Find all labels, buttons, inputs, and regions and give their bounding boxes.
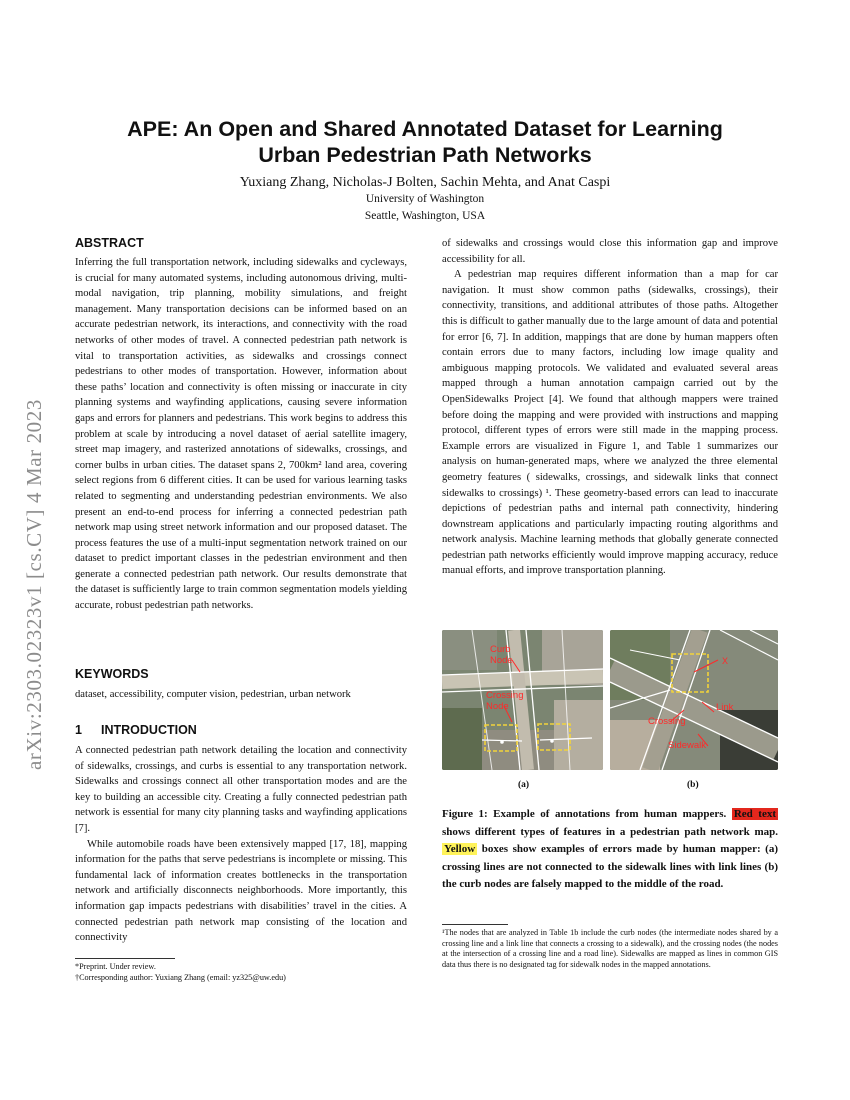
- label-x: X: [722, 656, 729, 666]
- caption-end: boxes show examples of errors made by human mapper: (a) crossing lines are not connected to the sidewalk lines with link lines (b) the curb nodes are falsely mapped to the middle of the road.: [442, 843, 778, 890]
- intro-left: [75, 743, 407, 946]
- label-curb-node: Curb Node: [490, 644, 513, 666]
- intro-right: [442, 236, 778, 579]
- intro-title: INTRODUCTION: [101, 723, 197, 737]
- paper-title: [60, 116, 790, 168]
- intro-heading: [75, 723, 197, 737]
- intro-p1: A connected pedestrian path network detailing the location and connectivity of sidewalks, crossings, and curbs is essential to any transportation network. Sidewalks and crossings connect all other transportation modes and are the key to building an accessible city. Creating a fully connected pedestrian path network is essential for many city planning tasks and wayfinding applications [7].: [75, 745, 407, 834]
- title-line-1: APE: An Open and Shared Annotated Dataset for Learning: [127, 117, 723, 141]
- keywords-heading: KEYWORDS: [75, 667, 149, 681]
- preprint-note: *Preprint. Under review.: [75, 962, 156, 971]
- label-crossing-node: Crossing Node: [486, 690, 524, 712]
- label-sidewalk: Sidewalk: [668, 740, 707, 751]
- caption-mid: shows different types of features in a pedestrian path network map.: [442, 825, 778, 838]
- authors: Yuxiang Zhang, Nicholas-J Bolten, Sachin Mehta, and Anat Caspi: [239, 175, 611, 190]
- footnote-right: [442, 928, 778, 970]
- caption-red-text: Red text: [733, 808, 777, 820]
- intro-number: 1: [75, 723, 82, 737]
- footnote-rule-right: [442, 924, 508, 925]
- corresponding-note: †Corresponding author: Yuxiang Zhang (email: yz325@uw.edu): [75, 972, 286, 982]
- arxiv-stamp: arXiv:2303.02323v1 [cs.CV] 4 Mar 2023: [22, 399, 46, 770]
- affiliation: University of Washington: [365, 193, 485, 205]
- subfig-a-label: (a): [518, 780, 530, 790]
- footnote-left: [75, 962, 407, 983]
- title-line-2: Urban Pedestrian Path Networks: [258, 143, 592, 167]
- intro-p3: A pedestrian map requires different information than a map for car navigation. It must show common paths (sidewalks, crossings), their connectivity, transitions, and additional attributes of those paths. Altogether this is difficult to gather manually due to the large amount of data and potential for error [6, 7]. In addition, mappings that are done by human mappers often contain errors due to many factors, including low image quality and ambiguous mapping protocols. We validated and evaluated several areas mapped through a human annotation campaign carried out by the OpenSidewalks Project [4]. We found that although mappers were trained before doing the mapping and were provided with instructions and mapping protocol, different types of errors were still made in the mapping process. Example errors are visualized in Figure 1, and Table 1 summarizes our analysis on human-generated maps, where we analyzed the three elemental geometry features ( sidewalks, crossings, and sidewalk links that connect sidewalks to crossings) ¹. These geometry-based errors can lead to inaccurate depictions of pedestrian paths and internal path connectivity, hindering downstream applications and particularly impacting routing algorithms and network analysis. Machine learning methods that globally generate connected pedestrian path networks efficiently would improve mapping accuracy, reduce manual efforts, and improve transportation planning.: [442, 269, 778, 577]
- caption-prefix: Figure 1: Example of annotations from human mappers.: [442, 808, 727, 820]
- keywords-body: [75, 687, 407, 703]
- footnote-rule-left: [75, 958, 175, 959]
- keywords-text: dataset, accessibility, computer vision, pedestrian, urban network: [75, 689, 351, 700]
- intro-p2: While automobile roads have been extensively mapped [17, 18], mapping information for the paths that serve pedestrians is incomplete or missing. This fundamental lack of information creates bottlenecks in the transportation network and artificially disconnects neighborhoods. More importantly, this information gap impacts pedestrians with disabilities’ travel in the cities. A connected pedestrian path network map consisting of the location and connectivity: [75, 838, 407, 944]
- figure-1b-image: [610, 630, 778, 770]
- abstract-heading: ABSTRACT: [75, 236, 144, 250]
- abstract-text: Inferring the full transportation network, including sidewalks and cycleways, is crucial for many automated systems, including autonomous driving, multi-modal navigation, trip planning, mobility simulations, and freight management. Many transportation decisions can be informed based on an accurate pedestrian network, its interactions, and connectivity with the road networks of other modes of travel. A connected pedestrian path network is vital to transportation activities, as sidewalks and crossings connect pedestrians to other modes of transportation. However, information about these paths’ location and connectivity is often missing or inaccurate in city planning systems and wayfinding applications, causing severe information gaps and errors for planners and pedestrians. This work begins to address this problem at scale by introducing a novel dataset of aerial satellite imagery, street map imagery, and rasterized annotations of sidewalks, crossings, and corner bulbs in urban cities. The dataset spans 2, 700km² land area, covering select regions from 6 different cities. It can be used for various learning tasks related to segmenting and understanding pedestrian environments. We also present an end-to-end process for inferring a connected pedestrian path network map using street network information and our proposed dataset. The process features the use of a multi-input segmentation network trained on our dataset to predict important classes in the pedestrian environment and then generate a connected pedestrian path network. Our results demonstrate that the dataset is sufficiently large to train common segmentation models yielding accurate, robust pedestrian path networks.: [75, 257, 407, 612]
- caption-yellow-text: Yellow: [444, 843, 476, 855]
- abstract-body: [75, 255, 407, 614]
- figure-1a-image: [442, 630, 603, 770]
- label-link: Link: [716, 702, 734, 713]
- subfig-b-label: (b): [687, 780, 699, 790]
- label-crossing: Crossing: [648, 716, 686, 727]
- figure-1-caption: [442, 806, 778, 894]
- location: Seattle, Washington, USA: [364, 210, 486, 222]
- intro-p2-cont: of sidewalks and crossings would close this information gap and improve accessibility for all.: [442, 238, 778, 265]
- footnote-1: ¹The nodes that are analyzed in Table 1b include the curb nodes (the intermediate nodes shared by a crossing line and a link line that connects a crossing to a sidewalk), and the crossing nodes (the nodes at the intersection of a crossing line and a road line). Sidewalks are mapped as lines in common GIS data thus there is no designated tag for sidewalk nodes in the mapped annotations.: [442, 928, 778, 969]
